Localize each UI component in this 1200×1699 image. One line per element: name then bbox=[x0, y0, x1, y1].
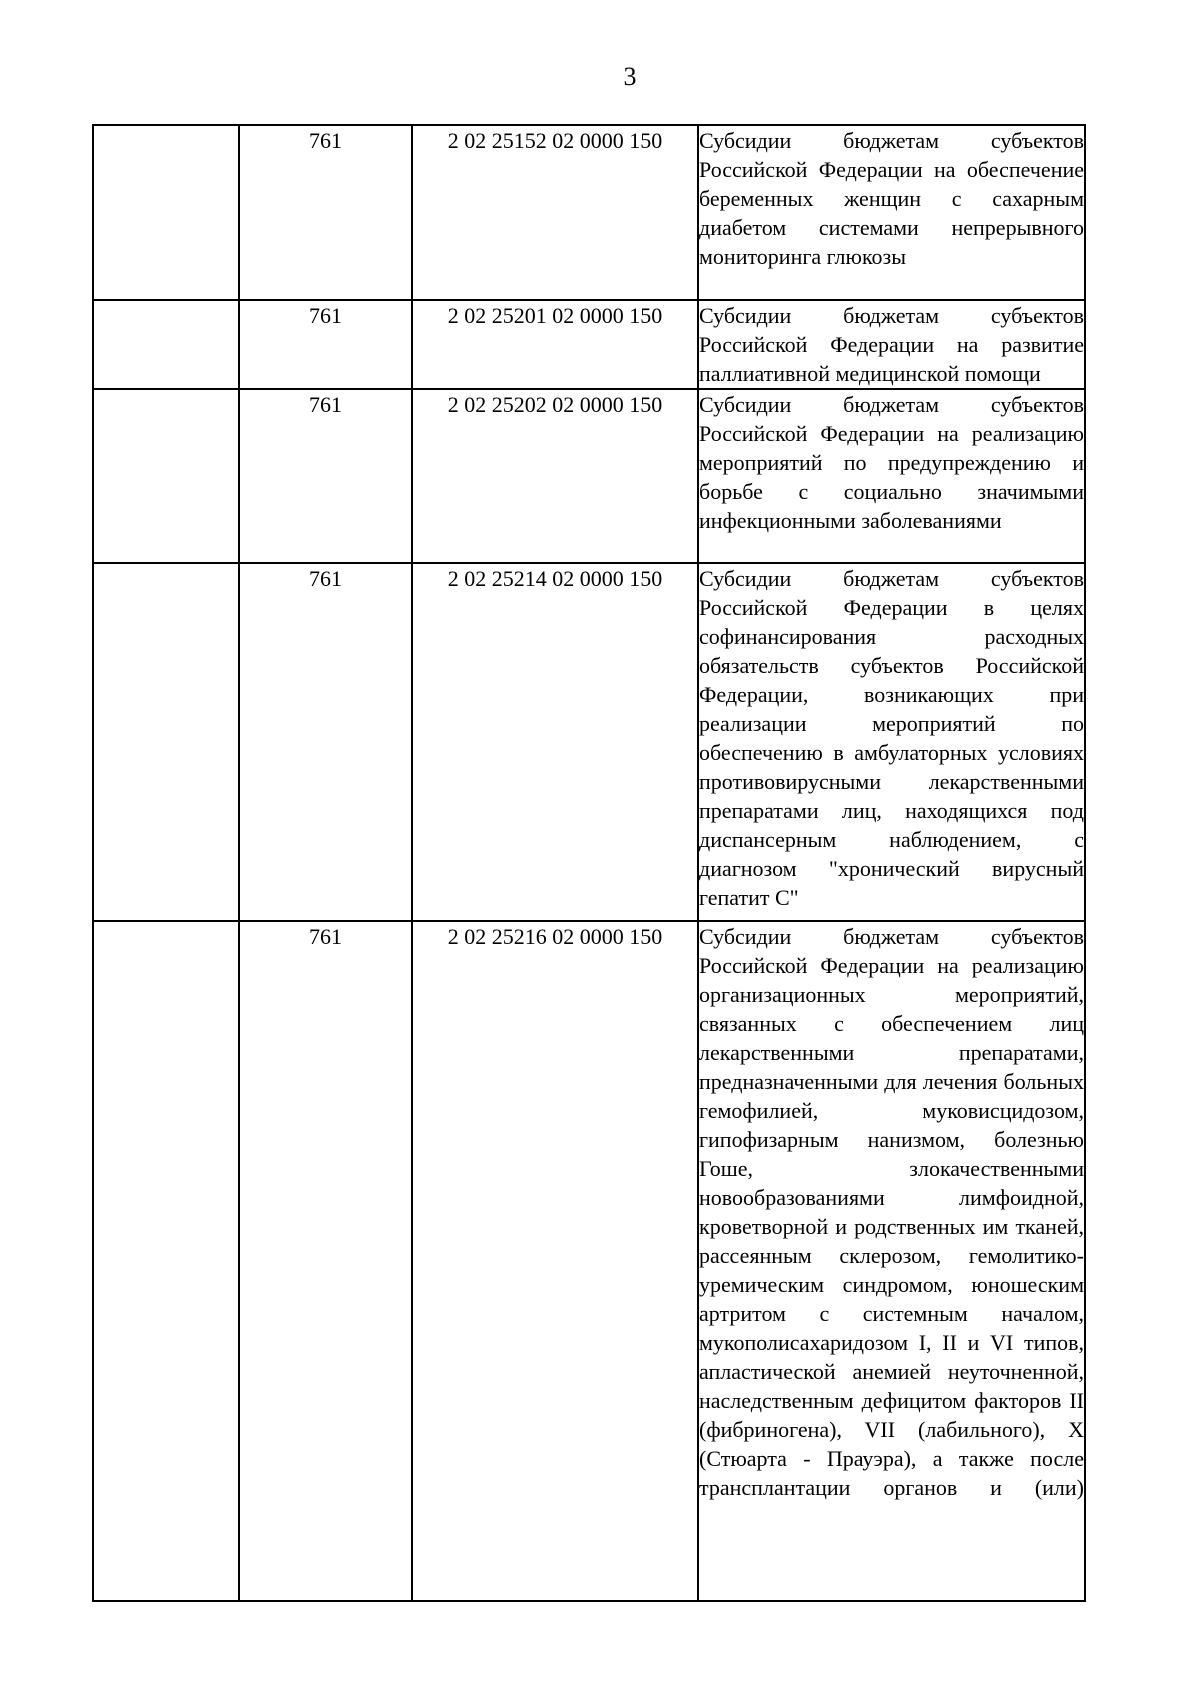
table-row bbox=[93, 125, 1085, 300]
page-number: 3 bbox=[623, 62, 637, 91]
description-text: Субсидии бюджетам субъектов Российской Федерации на реализацию организационных мероприятий, связанных с обеспечением лиц лекарственными препаратами, предназначенными для лечения больных гемофилией, муковисцидозом, гипофизарным нанизмом, болезнью Гоше, злокачественными новообразованиями лимфоидной, кроветворной и родственных им тканей, рассеянным склерозом, гемолитико-уремическим синдромом, юношеским артритом с системным началом, мукополисахаридозом I, II и VI типов, апластической анемией неуточненной, наследственным дефицитом факторов II (фибриногена), VII (лабильного), X (Стюарта - Прауэра), а также после трансплантации органов и (или) bbox=[699, 924, 1084, 1500]
description-cell bbox=[698, 921, 1085, 1601]
empty-cell bbox=[93, 125, 239, 300]
table-row bbox=[93, 389, 1085, 563]
budget-code-cell: 2 02 25216 02 0000 150 bbox=[412, 921, 698, 1601]
table-row bbox=[93, 563, 1085, 921]
budget-code-cell: 2 02 25152 02 0000 150 bbox=[412, 125, 698, 300]
empty-cell bbox=[93, 563, 239, 921]
table-row bbox=[93, 921, 1085, 1601]
budget-code-cell: 2 02 25201 02 0000 150 bbox=[412, 300, 698, 389]
admin-code-cell: 761 bbox=[239, 300, 412, 389]
budget-codes-table bbox=[92, 124, 1086, 1602]
description-text: Субсидии бюджетам субъектов Российской Федерации на реализацию мероприятий по предупреждению и борьбе с социально значимыми инфекционными заболеваниями bbox=[699, 392, 1084, 533]
admin-code-cell: 761 bbox=[239, 563, 412, 921]
empty-cell bbox=[93, 921, 239, 1601]
empty-cell bbox=[93, 300, 239, 389]
description-text: Субсидии бюджетам субъектов Российской Федерации на развитие паллиативной медицинской помощи bbox=[699, 303, 1084, 386]
description-text: Субсидии бюджетам субъектов Российской Федерации в целях софинансирования расходных обязательств субъектов Российской Федерации, возникающих при реализации мероприятий по обеспечению в амбулаторных условиях противовирусными лекарственными препаратами лиц, находящихся под диспансерным наблюдением, с диагнозом "хронический вирусный гепатит С" bbox=[699, 566, 1084, 910]
description-cell bbox=[698, 125, 1085, 300]
empty-cell bbox=[93, 389, 239, 563]
table-row bbox=[93, 300, 1085, 389]
budget-code-cell: 2 02 25214 02 0000 150 bbox=[412, 563, 698, 921]
admin-code-cell: 761 bbox=[239, 921, 412, 1601]
budget-code-cell: 2 02 25202 02 0000 150 bbox=[412, 389, 698, 563]
admin-code-cell: 761 bbox=[239, 125, 412, 300]
description-cell bbox=[698, 563, 1085, 921]
description-text: Субсидии бюджетам субъектов Российской Федерации на обеспечение беременных женщин с сахарным диабетом системами непрерывного мониторинга глюкозы bbox=[699, 128, 1084, 269]
description-cell bbox=[698, 300, 1085, 389]
description-cell bbox=[698, 389, 1085, 563]
admin-code-cell: 761 bbox=[239, 389, 412, 563]
